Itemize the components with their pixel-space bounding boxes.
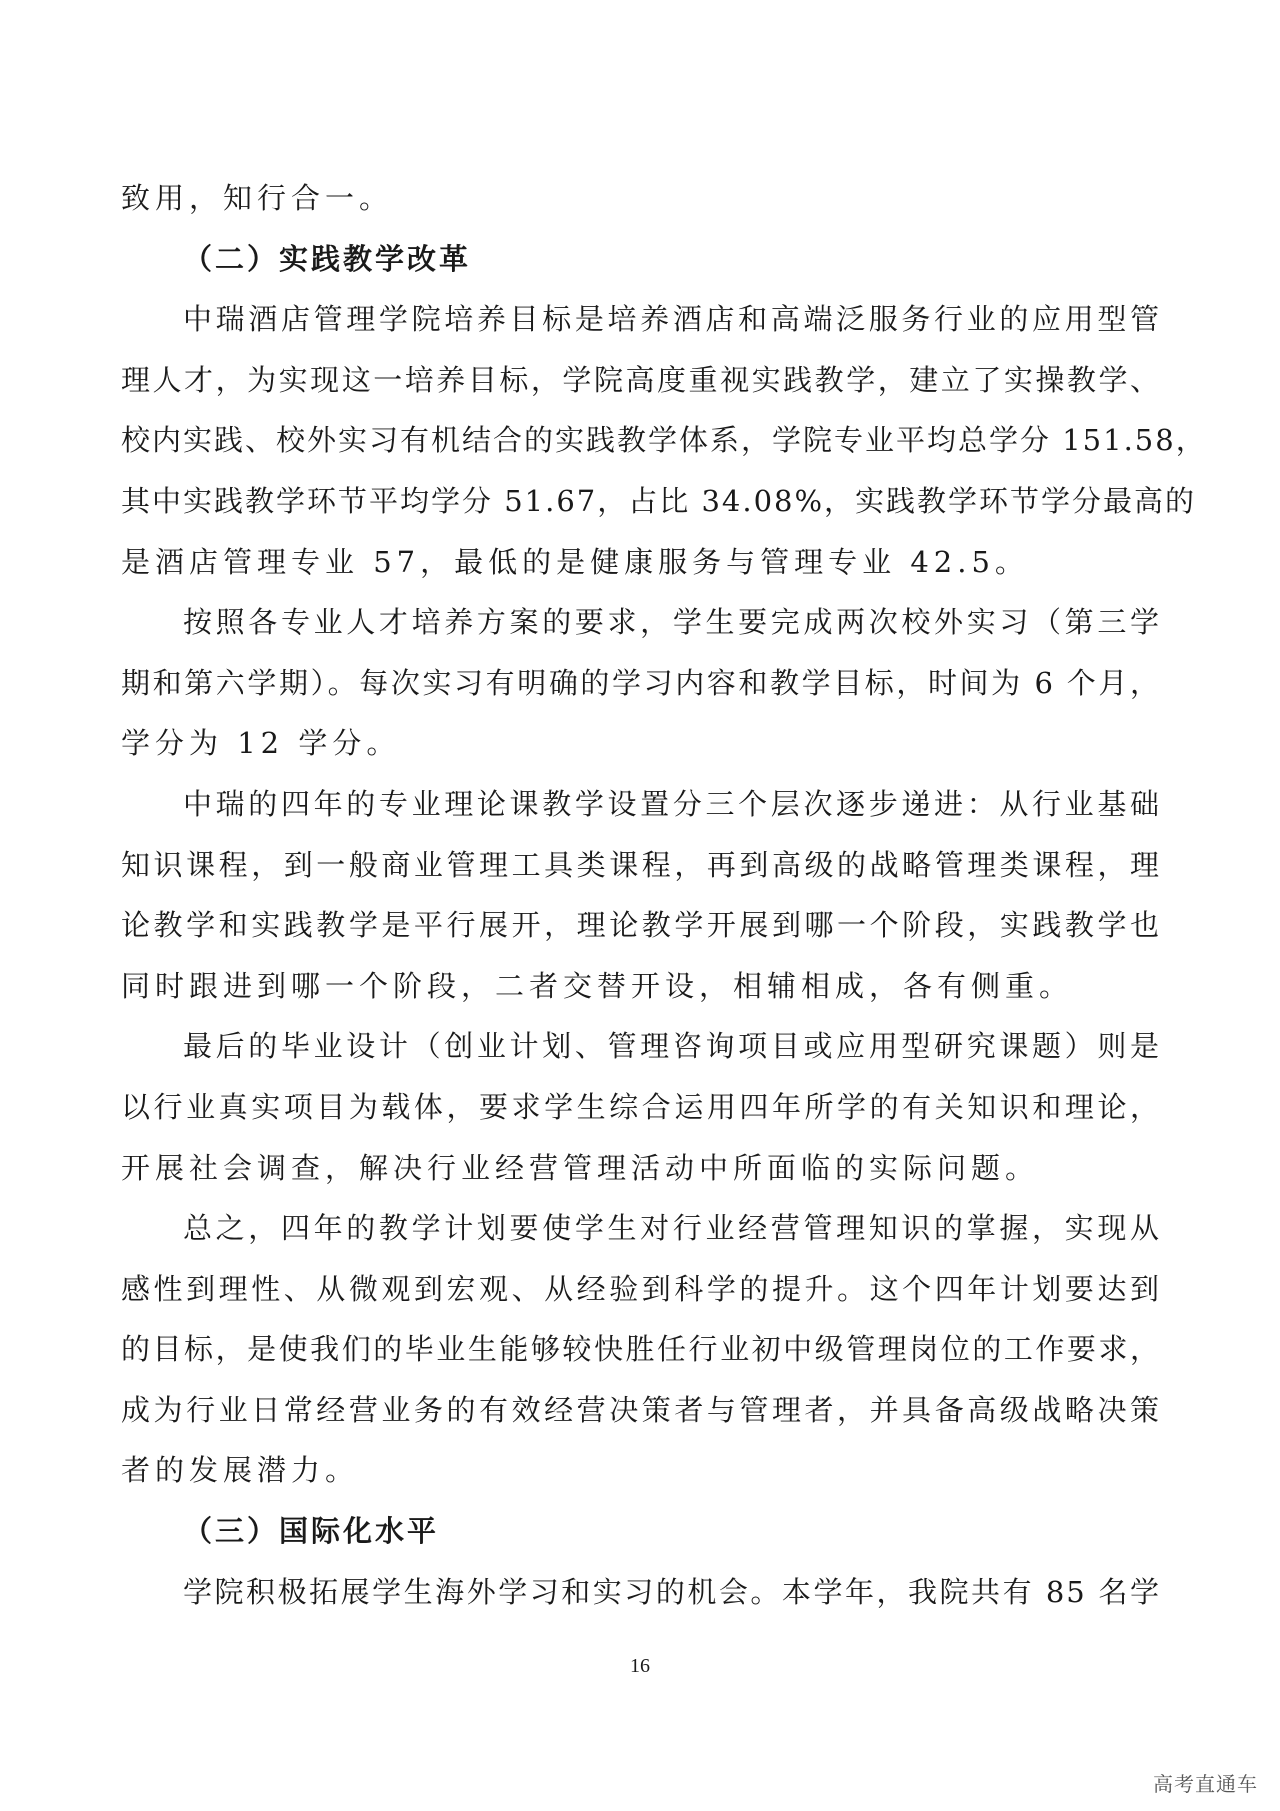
- paragraph-line: 的目标，是使我们的毕业生能够较快胜任行业初中级管理岗位的工作要求，: [121, 1332, 1161, 1367]
- paragraph-line: 期和第六学期）。每次实习有明确的学习内容和教学目标，时间为 6 个月，: [121, 665, 1161, 700]
- section-heading-practice-teaching: （二）实践教学改革: [183, 241, 472, 276]
- paragraph-line: 以行业真实项目为载体，要求学生综合运用四年所学的有关知识和理论，: [121, 1089, 1161, 1124]
- paragraph-line: 校内实践、校外实习有机结合的实践教学体系，学院专业平均总学分 151.58，: [121, 423, 1207, 458]
- paragraph-line: 开展社会调查，解决行业经营管理活动中所面临的实际问题。: [121, 1150, 1040, 1185]
- paragraph-line: 其中实践教学环节平均学分 51.67，占比 34.08%，实践教学环节学分最高的: [121, 483, 1197, 518]
- paragraph-line: 感性到理性、从微观到宏观、从经验到科学的提升。这个四年计划要达到: [121, 1271, 1161, 1306]
- paragraph-line: 论教学和实践教学是平行展开，理论教学开展到哪一个阶段，实践教学也: [121, 908, 1161, 943]
- paragraph-line: 理人才，为实现这一培养目标，学院高度重视实践教学，建立了实操教学、: [121, 362, 1161, 397]
- paragraph-line: 致用，知行合一。: [121, 181, 394, 215]
- paragraph-line: 学分为 12 学分。: [121, 726, 401, 761]
- section-heading-internationalization: （三）国际化水平: [183, 1514, 440, 1549]
- page-number: 16: [630, 1655, 650, 1677]
- paragraph-line: 最后的毕业设计（创业计划、管理咨询项目或应用型研究课题）则是: [183, 1029, 1161, 1064]
- paragraph-line: 成为行业日常经营业务的有效经营决策者与管理者，并具备高级战略决策: [121, 1392, 1161, 1427]
- paragraph-line: 中瑞酒店管理学院培养目标是培养酒店和高端泛服务行业的应用型管: [183, 302, 1161, 337]
- document-body: [121, 168, 1207, 1622]
- paragraph-line: 者的发展潜力。: [121, 1453, 360, 1488]
- paragraph-line: 是酒店管理专业 57，最低的是健康服务与管理专业 42.5。: [121, 544, 1029, 579]
- watermark: 高考直通车: [1153, 1772, 1258, 1796]
- paragraph-line: 知识课程，到一般商业管理工具类课程，再到高级的战略管理类课程，理: [121, 847, 1161, 882]
- paragraph-line: 按照各专业人才培养方案的要求，学生要完成两次校外实习（第三学: [183, 605, 1161, 640]
- paragraph-line: 同时跟进到哪一个阶段，二者交替开设，相辅相成，各有侧重。: [121, 968, 1074, 1003]
- paragraph-line: 学院积极拓展学生海外学习和实习的机会。本学年，我院共有 85 名学: [183, 1574, 1161, 1609]
- paragraph-line: 总之，四年的教学计划要使学生对行业经营管理知识的掌握，实现从: [183, 1211, 1161, 1246]
- paragraph-line: 中瑞的四年的专业理论课教学设置分三个层次逐步递进：从行业基础: [183, 786, 1161, 821]
